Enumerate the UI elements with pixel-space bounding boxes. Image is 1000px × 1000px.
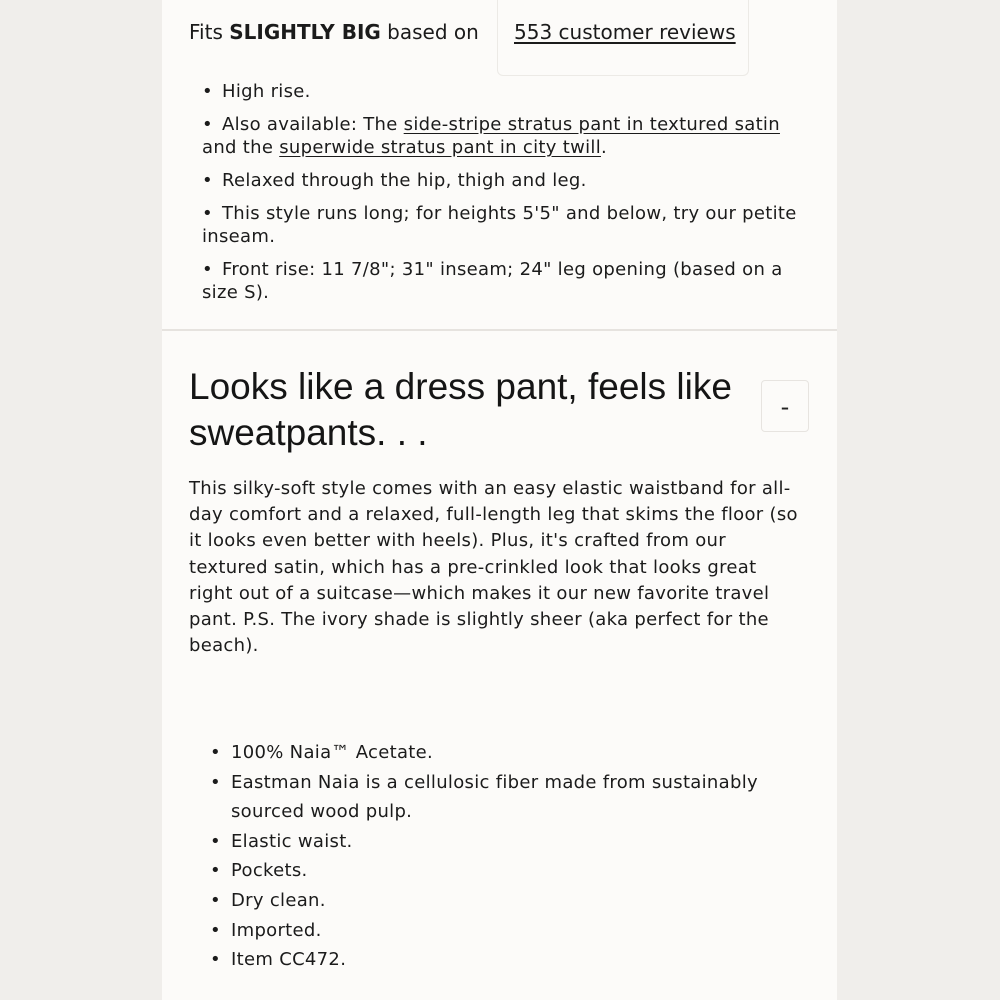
fit-prefix: Fits bbox=[189, 20, 223, 44]
list-item: • Item CC472. bbox=[210, 945, 810, 975]
list-item: • Elastic waist. bbox=[210, 827, 810, 857]
list-item: • Imported. bbox=[210, 916, 810, 946]
detail-text: Relaxed through the hip, thigh and leg. bbox=[222, 170, 587, 191]
fit-summary bbox=[189, 14, 479, 50]
section-divider bbox=[162, 329, 837, 331]
section-title: Looks like a dress pant, feels like sweatpants. . . bbox=[189, 366, 732, 453]
list-item bbox=[202, 258, 802, 304]
list-item: • Dry clean. bbox=[210, 886, 810, 916]
left-backdrop bbox=[0, 0, 162, 1000]
detail-text: Front rise: 11 7/8"; 31" inseam; 24" leg opening (based on a size S). bbox=[202, 259, 783, 303]
bullet: • bbox=[202, 259, 213, 280]
detail-text: . bbox=[601, 137, 608, 158]
detail-text: Also available: The bbox=[222, 114, 404, 135]
product-details-panel bbox=[162, 0, 837, 1000]
materials-list bbox=[210, 738, 810, 975]
bullet: • bbox=[202, 170, 213, 191]
list-item: • 100% Naia™ Acetate. bbox=[210, 738, 810, 768]
collapse-section-button[interactable]: - bbox=[761, 380, 809, 432]
bullet: • bbox=[202, 81, 213, 102]
side-stripe-pant-link[interactable]: side-stripe stratus pant in textured satin bbox=[403, 114, 780, 135]
fit-middle: based on bbox=[387, 20, 479, 44]
product-description: This silky-soft style comes with an easy elastic waistband for all-day comfort and a relaxed, full-length leg that skims the floor (so it looks even better with heels). Plus, it's crafted from our textured satin, which has a pre-crinkled look that looks great right out of a suitcase—which makes it our new favorite travel pant. P.S. The ivory shade is slightly sheer (aka perfect for the beach). bbox=[189, 478, 798, 657]
detail-text: High rise. bbox=[222, 81, 311, 102]
detail-text: This style runs long; for heights 5'5" and below, try our petite inseam. bbox=[202, 203, 797, 247]
list-item: • Eastman Naia is a cellulosic fiber made from sustainably sourced wood pulp. bbox=[210, 768, 810, 827]
list-item bbox=[202, 169, 802, 192]
superwide-pant-link[interactable]: superwide stratus pant in city twill bbox=[279, 137, 601, 158]
list-item bbox=[202, 80, 802, 103]
right-backdrop bbox=[837, 0, 1000, 1000]
list-item bbox=[202, 202, 802, 248]
fit-rating: SLIGHTLY BIG bbox=[229, 20, 381, 44]
list-item bbox=[202, 113, 802, 159]
product-details-list bbox=[202, 80, 802, 314]
detail-text: and the bbox=[202, 137, 280, 158]
customer-reviews-link[interactable]: 553 customer reviews bbox=[514, 20, 736, 44]
list-item: • Pockets. bbox=[210, 856, 810, 886]
bullet: • bbox=[202, 114, 213, 135]
bullet: • bbox=[202, 203, 213, 224]
